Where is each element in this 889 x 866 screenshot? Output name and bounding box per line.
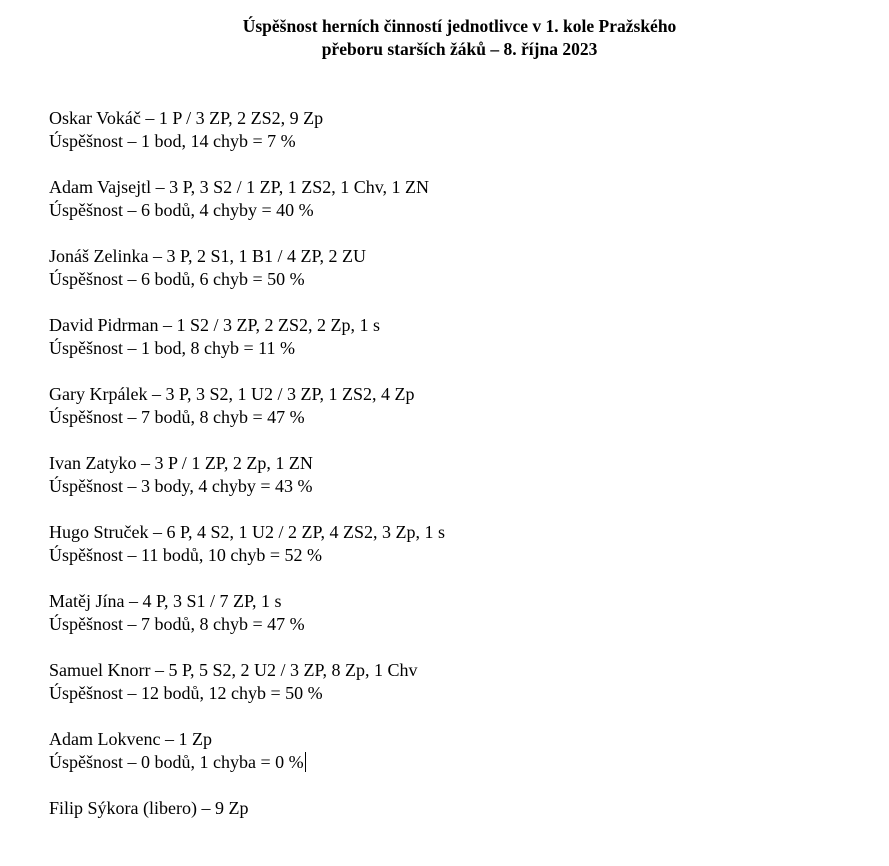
player-entry bbox=[49, 659, 869, 728]
player-stats: Adam Vajsejtl – 3 P, 3 S2 / 1 ZP, 1 ZS2, 1 Chv, 1 ZN bbox=[49, 177, 430, 197]
player-result: Úspěšnost – 7 bodů, 8 chyb = 47 % bbox=[49, 614, 305, 634]
title-line-1: Úspěšnost herních činností jednotlivce v 1. kole Pražského bbox=[242, 16, 677, 36]
player-result: Úspěšnost – 1 bod, 14 chyb = 7 % bbox=[49, 131, 296, 151]
player-result: Úspěšnost – 6 bodů, 6 chyb = 50 % bbox=[49, 269, 305, 289]
text-cursor bbox=[305, 752, 306, 772]
player-result: Úspěšnost – 11 bodů, 10 chyb = 52 % bbox=[49, 545, 322, 565]
player-stats: David Pidrman – 1 S2 / 3 ZP, 2 ZS2, 2 Zp, 1 s bbox=[49, 315, 381, 335]
player-list bbox=[49, 107, 869, 866]
player-stats: Filip Sýkora (libero) – 9 Zp bbox=[49, 798, 249, 818]
player-entry bbox=[49, 383, 869, 452]
player-entry bbox=[49, 797, 869, 866]
player-stats: Matěj Jína – 4 P, 3 S1 / 7 ZP, 1 s bbox=[49, 591, 282, 611]
player-result: Úspěšnost – 7 bodů, 8 chyb = 47 % bbox=[49, 407, 305, 427]
player-entry bbox=[49, 176, 869, 245]
player-result: Úspěšnost – 6 bodů, 4 chyby = 40 % bbox=[49, 200, 314, 220]
player-entry bbox=[49, 314, 869, 383]
player-stats: Hugo Struček – 6 P, 4 S2, 1 U2 / 2 ZP, 4 ZS2, 3 Zp, 1 s bbox=[49, 522, 446, 542]
player-entry bbox=[49, 521, 869, 590]
player-entry bbox=[49, 590, 869, 659]
player-stats: Gary Krpálek – 3 P, 3 S2, 1 U2 / 3 ZP, 1 ZS2, 4 Zp bbox=[49, 384, 415, 404]
player-result-with-caret[interactable] bbox=[49, 751, 869, 774]
player-entry bbox=[49, 107, 869, 176]
player-stats: Oskar Vokáč – 1 P / 3 ZP, 2 ZS2, 9 Zp bbox=[49, 108, 324, 128]
player-entry bbox=[49, 245, 869, 314]
player-result: Úspěšnost – 12 bodů, 12 chyb = 50 % bbox=[49, 683, 323, 703]
player-result: Úspěšnost – 1 bod, 8 chyb = 11 % bbox=[49, 338, 295, 358]
player-result: Úspěšnost – 3 body, 4 chyby = 43 % bbox=[49, 476, 313, 496]
player-stats: Samuel Knorr – 5 P, 5 S2, 2 U2 / 3 ZP, 8 Zp, 1 Chv bbox=[49, 660, 418, 680]
title-line-2: přeboru starších žáků – 8. října 2023 bbox=[321, 39, 598, 59]
player-entry bbox=[49, 728, 869, 797]
player-entry bbox=[49, 452, 869, 521]
player-result: Úspěšnost – 0 bodů, 1 chyba = 0 % bbox=[49, 752, 304, 772]
player-stats: Jonáš Zelinka – 3 P, 2 S1, 1 B1 / 4 ZP, 2 ZU bbox=[49, 246, 367, 266]
player-stats: Adam Lokvenc – 1 Zp bbox=[49, 729, 212, 749]
player-stats: Ivan Zatyko – 3 P / 1 ZP, 2 Zp, 1 ZN bbox=[49, 453, 313, 473]
document-title bbox=[0, 15, 889, 61]
